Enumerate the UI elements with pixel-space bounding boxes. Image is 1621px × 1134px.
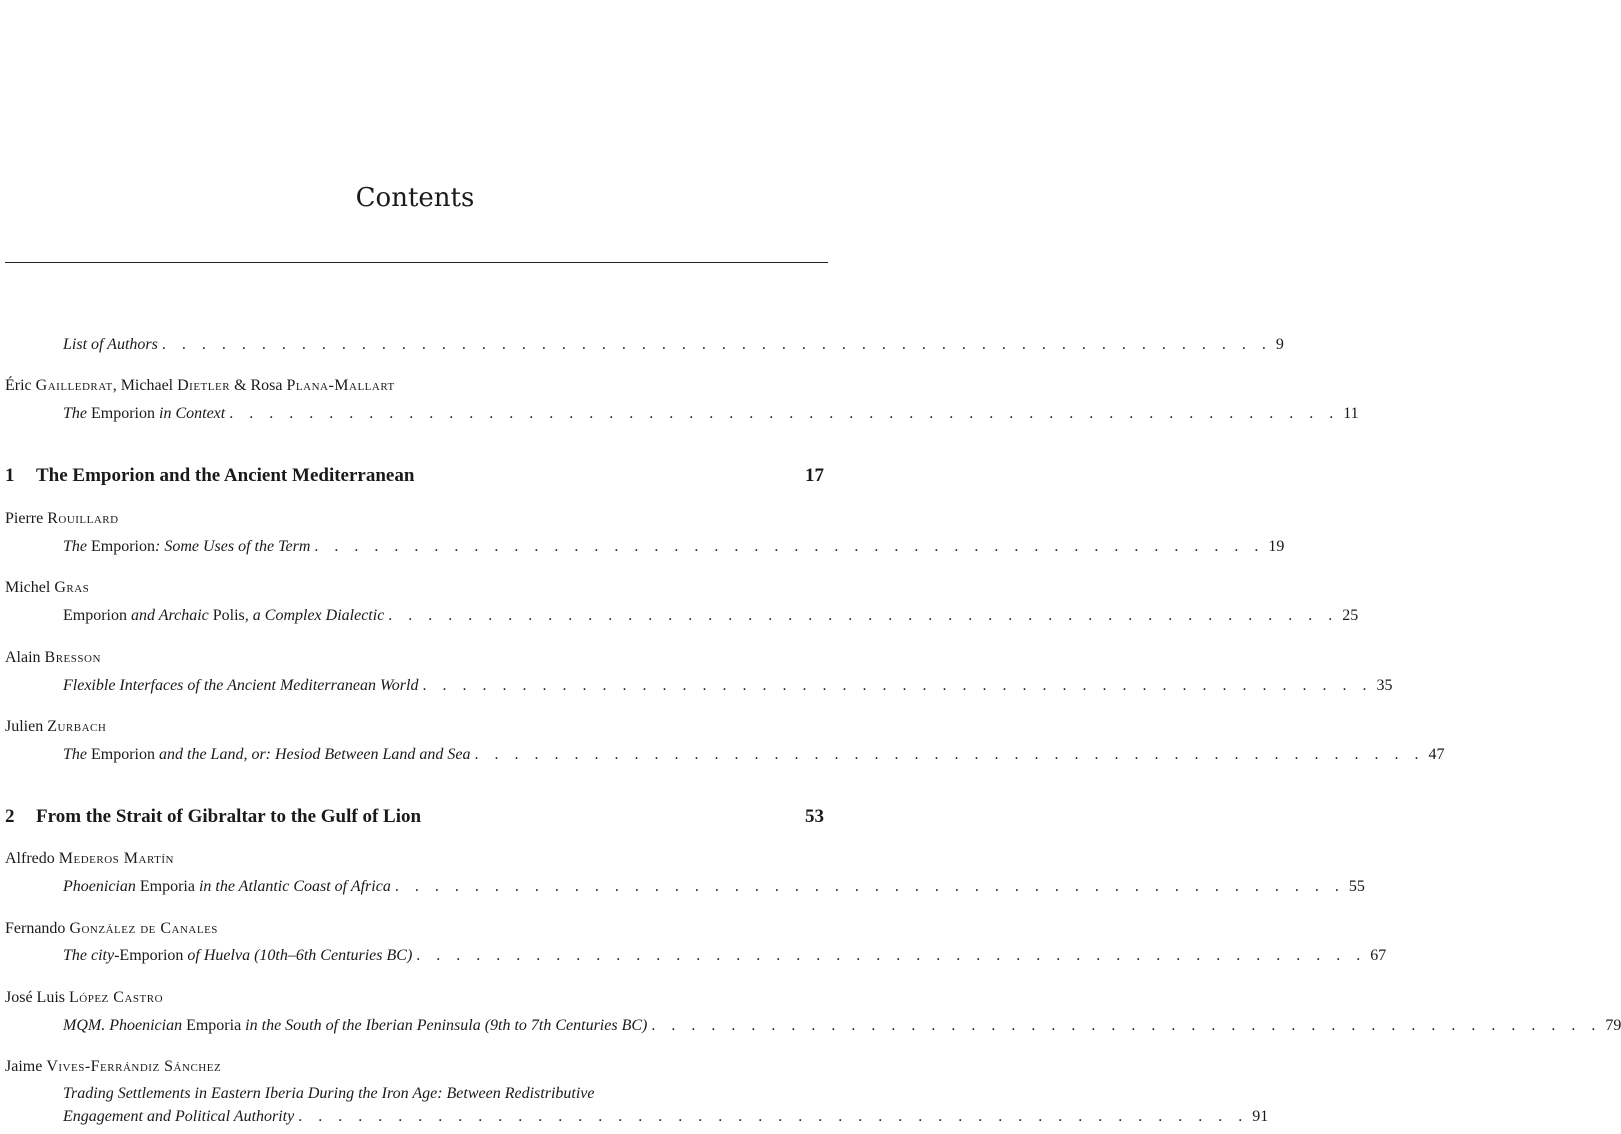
toc-author-line: Julien Zurbach — [5, 718, 107, 735]
toc-entry[interactable] — [63, 947, 1387, 969]
leader-dots: . . . . . . . . . . . . . . . . . . . . . . . . . . . . . . . . . . . . . . . . . . . . . . . . — [388, 607, 1339, 624]
toc-entry[interactable] — [63, 746, 1445, 768]
toc-page-number: 47 — [1428, 746, 1445, 763]
leader-dots: . . . . . . . . . . . . . . . . . . . . . . . . . . . . . . . . . . . . . . . . . . . . . . . . — [474, 746, 1425, 763]
page-title: Contents — [355, 183, 475, 213]
toc-entry[interactable] — [63, 677, 1393, 699]
leader-dots: . . . . . . . . . . . . . . . . . . . . . . . . . . . . . . . . . . . . . . . . . . . . . . . . — [394, 878, 1345, 895]
toc-author-line: Jaime Vives-Ferrándiz Sánchez — [5, 1058, 222, 1075]
toc-entry-title: The city-Emporion of Huelva (10th–6th Centuries BC) — [63, 947, 413, 964]
toc-page-number: 19 — [1268, 538, 1285, 555]
toc-entry-title: The Emporion in Context — [63, 405, 226, 422]
toc-entry-title: Emporion and Archaic Polis, a Complex Dialectic — [63, 607, 385, 624]
toc-entry[interactable] — [63, 538, 1285, 560]
toc-page-number: 67 — [1370, 947, 1387, 964]
toc-page-number: 25 — [1342, 607, 1359, 624]
toc-section-1[interactable] — [5, 465, 824, 491]
leader-dots: . . . . . . . . . . . . . . . . . . . . . . . . . . . . . . . . . . . . . . . . . . . . . . . . . . . . . . . . — [161, 336, 1272, 353]
section-page-number: 17 — [805, 465, 824, 486]
leader-dots: . . . . . . . . . . . . . . . . . . . . . . . . . . . . . . . . . . . . . . . . . . . . . . . . — [422, 677, 1373, 694]
section-title: The Emporion and the Ancient Mediterranean — [36, 465, 415, 486]
toc-author-line: José Luis López Castro — [5, 989, 164, 1006]
section-title: From the Strait of Gibraltar to the Gulf of Lion — [36, 806, 422, 827]
toc-entry[interactable] — [63, 878, 1365, 900]
toc-entry[interactable] — [63, 1017, 1621, 1039]
leader-dots: . . . . . . . . . . . . . . . . . . . . . . . . . . . . . . . . . . . . . . . . . . . . . . . . . . . . . . . . — [229, 405, 1340, 422]
toc-author-line: Pierre Rouillard — [5, 510, 119, 527]
section-number: 1 — [5, 465, 15, 486]
toc-page-number: 9 — [1275, 336, 1284, 353]
toc-entry-title: Flexible Interfaces of the Ancient Mediterranean World — [63, 677, 419, 694]
toc-entry-title: Phoenician Emporia in the Atlantic Coast of Africa — [63, 878, 391, 895]
toc-section-2[interactable] — [5, 806, 824, 832]
leader-dots: . . . . . . . . . . . . . . . . . . . . . . . . . . . . . . . . . . . . . . . . . . . . . . . . — [651, 1017, 1602, 1034]
toc-entry-list-of-authors[interactable] — [63, 336, 1284, 358]
leader-dots: . . . . . . . . . . . . . . . . . . . . . . . . . . . . . . . . . . . . . . . . . . . . . . . . — [314, 538, 1265, 555]
toc-entry-title: The Emporion: Some Uses of the Term — [63, 538, 311, 555]
section-number: 2 — [5, 806, 15, 827]
toc-entry-title-line2: Engagement and Political Authority — [63, 1108, 295, 1125]
toc-entry[interactable] — [63, 1108, 1269, 1130]
toc-author-line: Michel Gras — [5, 579, 90, 596]
toc-entry-title: The Emporion and the Land, or: Hesiod Between Land and Sea — [63, 746, 471, 763]
toc-page-number: 79 — [1605, 1017, 1621, 1034]
toc-author-line: Alain Bresson — [5, 649, 101, 666]
leader-dots: . . . . . . . . . . . . . . . . . . . . . . . . . . . . . . . . . . . . . . . . . . . . . . . . — [298, 1108, 1249, 1125]
toc-page-number: 35 — [1376, 677, 1393, 694]
section-page-number: 53 — [805, 806, 824, 827]
leader-dots: . . . . . . . . . . . . . . . . . . . . . . . . . . . . . . . . . . . . . . . . . . . . . . . . — [416, 947, 1367, 964]
toc-author-line: Éric Gailledrat, Michael Dietler & Rosa Plana-Mallart — [5, 377, 395, 394]
toc-page-number: 11 — [1343, 405, 1359, 422]
toc-page-number: 91 — [1252, 1108, 1269, 1125]
toc-entry[interactable] — [63, 607, 1359, 629]
toc-page-number: 55 — [1348, 878, 1365, 895]
toc-author-line: Alfredo Mederos Martín — [5, 850, 174, 867]
toc-entry-title: List of Authors — [63, 336, 158, 353]
toc-entry-title-line1[interactable]: Trading Settlements in Eastern Iberia During the Iron Age: Between Redistributive — [63, 1085, 595, 1102]
toc-entry-title: MQM. Phoenician Emporia in the South of the Iberian Peninsula (9th to 7th Centuries BC) — [63, 1017, 648, 1034]
title-divider — [5, 262, 828, 263]
toc-author-line: Fernando González de Canales — [5, 920, 218, 937]
toc-entry-introduction[interactable] — [63, 405, 1359, 427]
